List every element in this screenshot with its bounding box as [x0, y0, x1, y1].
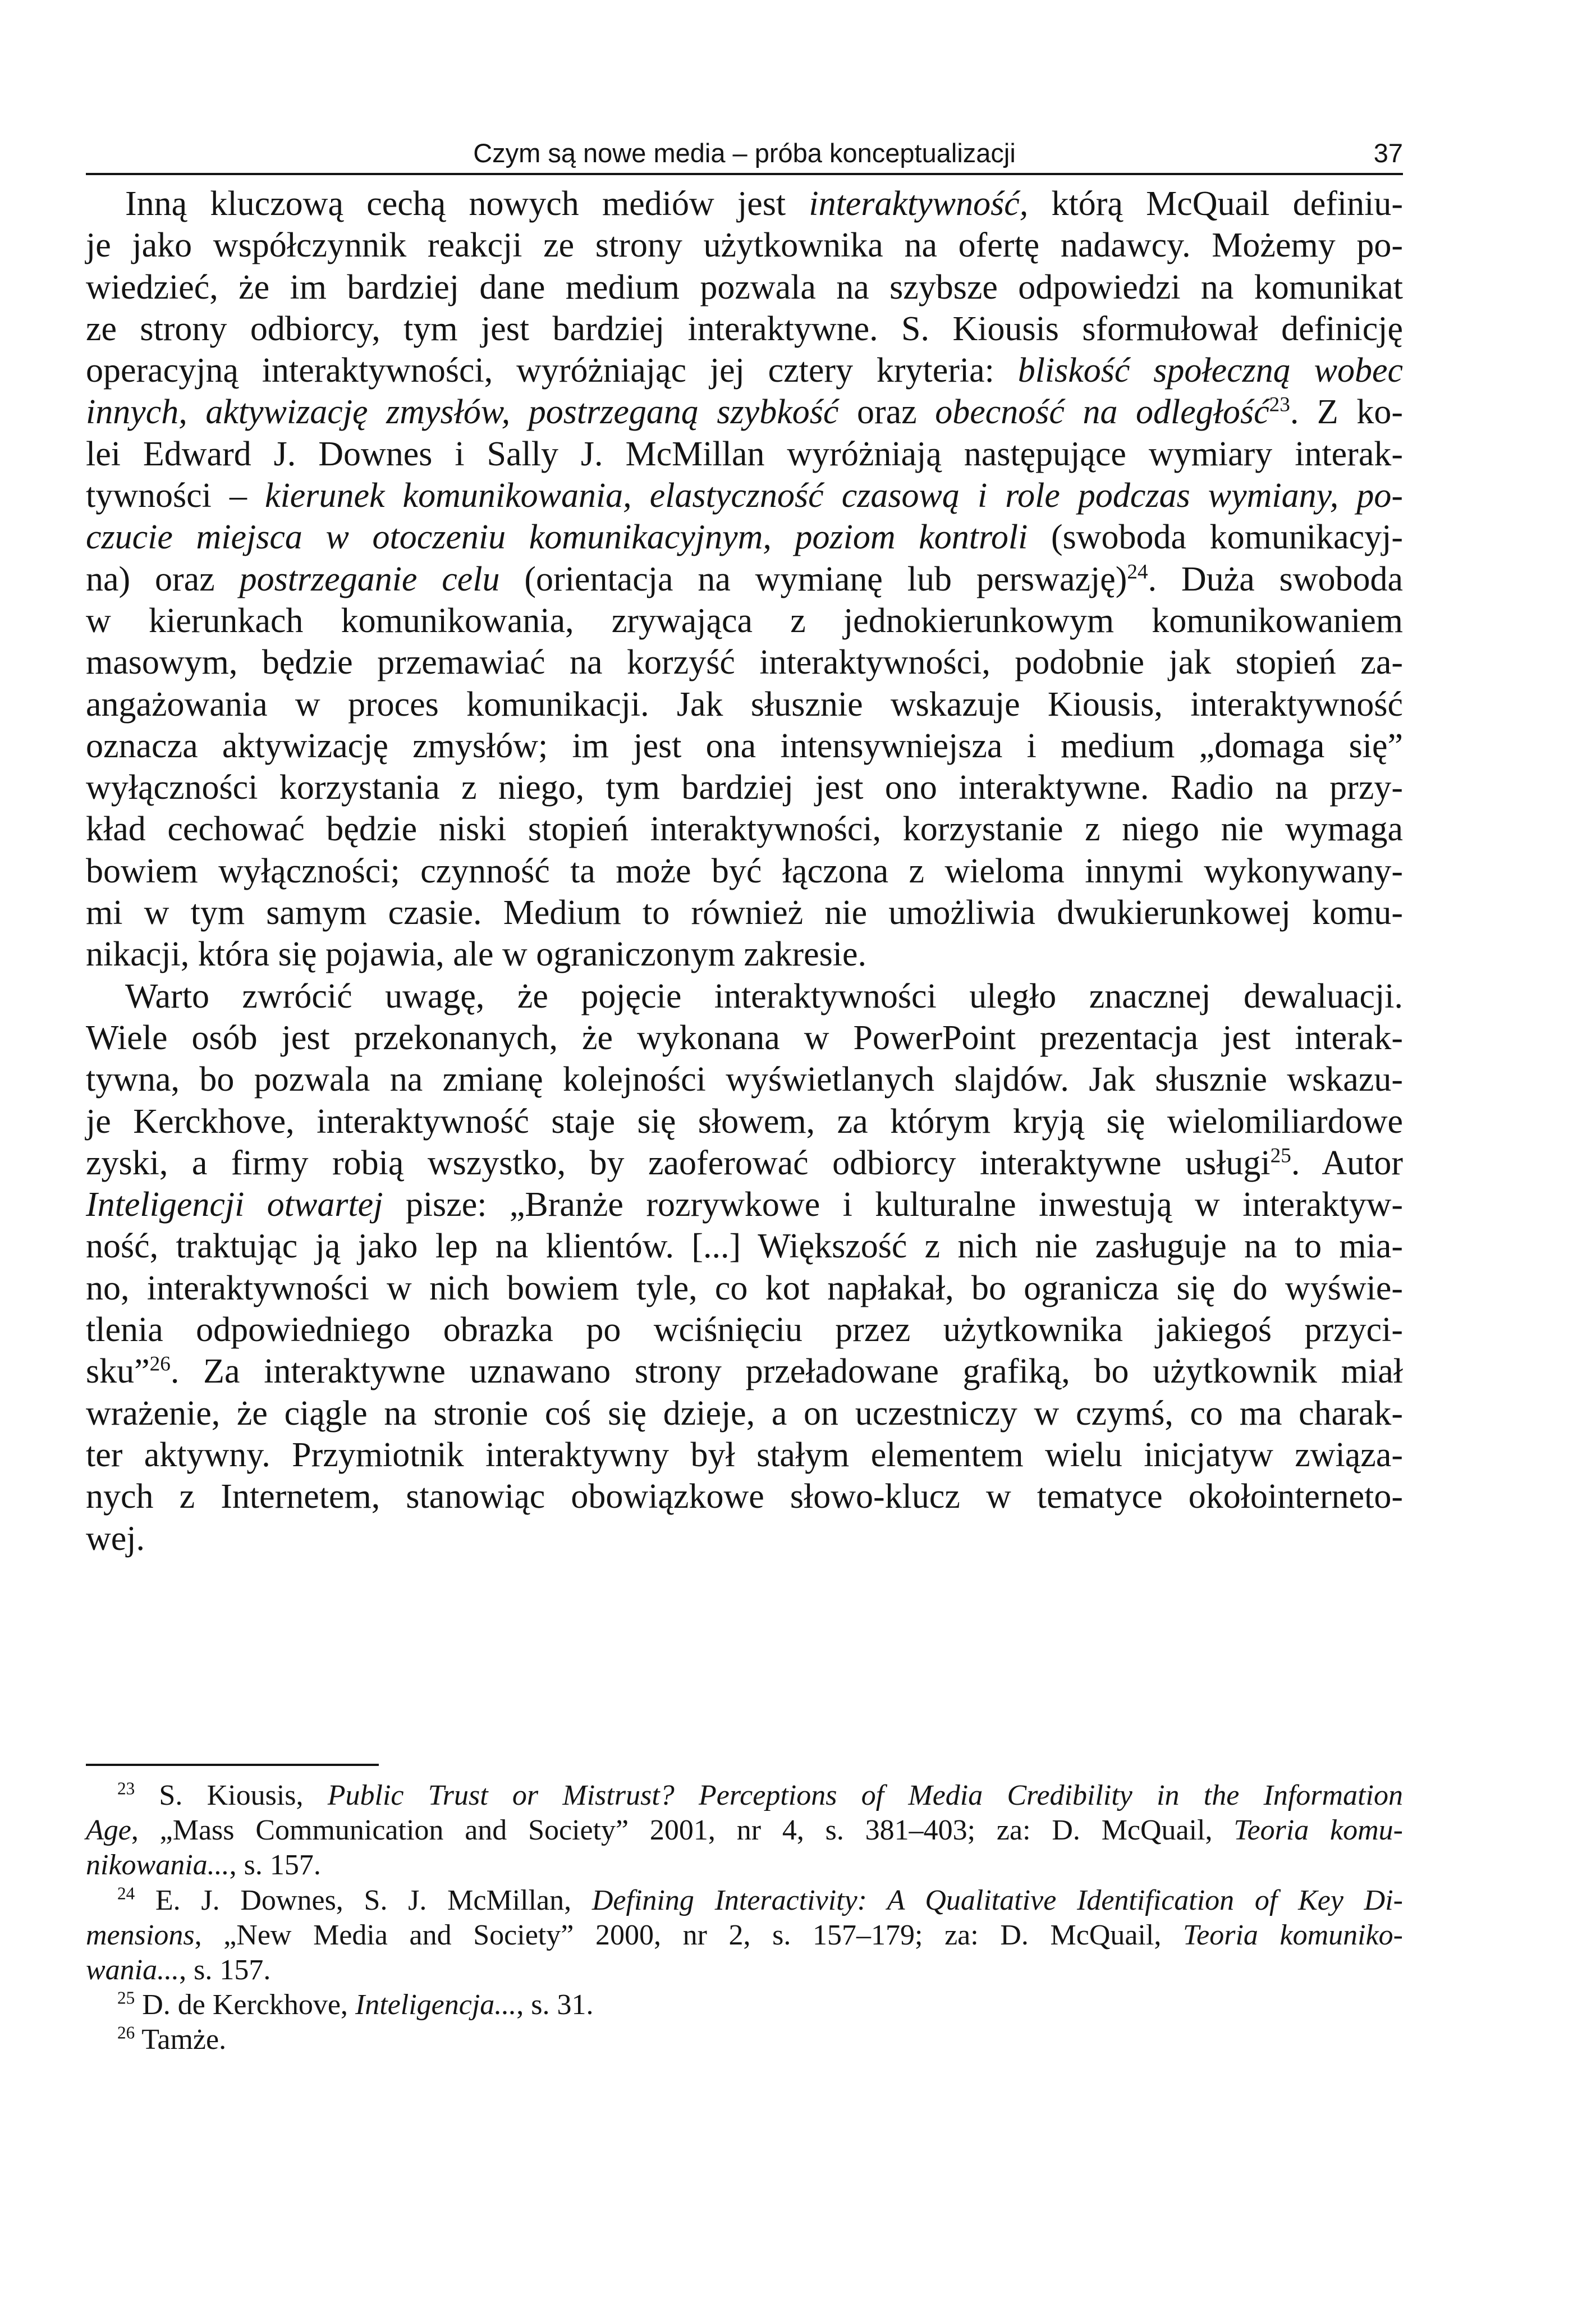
footnote-line: $^{23}$ S. Kiousis, Public Trust or Mistrust? Perceptions of Media Credibility in the Information	[117, 1778, 1403, 1811]
text-line: je jako współczynnik reakcji ze strony użytkownika na ofertę nadawcy. Możemy po-	[86, 226, 1403, 265]
footnote	[86, 1883, 1403, 1988]
text-line: ze strony odbiorcy, tym jest bardziej interaktywne. S. Kiousis sformułował definicję	[86, 309, 1403, 348]
footnote-line: nikowania..., s. 157.	[86, 1849, 321, 1882]
footnote-line: wania..., s. 157.	[86, 1953, 271, 1986]
text-line: innych, aktywizację zmysłów, postrzeganą szybkość oraz obecność na odległość$^{23}$. Z ko-	[86, 393, 1403, 432]
body-text	[86, 183, 1403, 1559]
text-line: Wiele osób jest przekonanych, że wykonana w PowerPoint prezentacja jest interak-	[86, 1018, 1403, 1057]
text-line: wiedzieć, że im bardziej dane medium pozwala na szybsze odpowiedzi na komunikat	[86, 268, 1403, 306]
footnote-line: $^{24}$ E. J. Downes, S. J. McMillan, Defining Interactivity: A Qualitative Identification of Key Di-	[117, 1883, 1403, 1916]
text-line: ter aktywny. Przymiotnik interaktywny był stałym elementem wielu inicjatyw związa-	[86, 1435, 1403, 1474]
text-line: wyłączności korzystania z niego, tym bardziej jest ono interaktywne. Radio na przy-	[86, 768, 1403, 807]
text-line: tlenia odpowiedniego obrazka po wciśnięciu przez użytkownika jakiegoś przyci-	[86, 1311, 1403, 1349]
paragraph-interactivity-devaluation	[86, 976, 1403, 1559]
text-line: wej.	[86, 1519, 145, 1558]
footnotes	[86, 1778, 1403, 2058]
footnote-line: $^{26}$ Tamże.	[117, 2023, 227, 2056]
text-line: tywna, bo pozwala na zmianę kolejności wyświetlanych slajdów. Jak słusznie wskazu-	[86, 1060, 1403, 1099]
text-line: nych z Internetem, stanowiąc obowiązkowe słowo-klucz w tematyce okołointerneto-	[86, 1477, 1403, 1516]
text-line: oznacza aktywizację zmysłów; im jest ona intensywniejsza i medium „domaga się”	[86, 726, 1403, 765]
page-number: 37	[1373, 138, 1403, 168]
text-line: Inteligencji otwartej pisze: „Branże rozrywkowe i kulturalne inwestują w interaktyw-	[86, 1186, 1403, 1224]
footnote-line: $^{25}$ D. de Kerckhove, Inteligencja..., s. 31.	[117, 1988, 594, 2021]
text-line: zyski, a firmy robią wszystko, by zaoferować odbiorcy interaktywne usługi$^{25}$. Autor	[86, 1143, 1403, 1182]
running-header-title: Czym są nowe media – próba konceptualizacji	[473, 138, 1016, 168]
text-line: no, interaktywności w nich bowiem tyle, co kot napłakał, bo ogranicza się do wyświe-	[86, 1269, 1403, 1307]
footnote-line: mensions, „New Media and Society” 2000, nr 2, s. 157–179; za: D. McQuail, Teoria komuniko-	[86, 1919, 1403, 1951]
text-line: operacyjną interaktywności, wyróżniając jej cztery kryteria: bliskość społeczną wobec	[86, 351, 1403, 390]
text-line: na) oraz postrzeganie celu (orientacja na wymianę lub perswazję)$^{24}$. Duża swoboda	[86, 560, 1404, 598]
text-line: mi w tym samym czasie. Medium to również nie umożliwia dwukierunkowej komu-	[86, 894, 1403, 932]
text-line: czucie miejsca w otoczeniu komunikacyjnym, poziom kontroli (swoboda komunikacyj-	[86, 518, 1404, 557]
text-line: w kierunkach komunikowania, zrywająca z jednokierunkowym komunikowaniem	[86, 601, 1403, 640]
text-line: wrażenie, że ciągle na stronie coś się dzieje, a on uczestniczy w czymś, co ma charak-	[86, 1394, 1403, 1433]
text-line: masowym, będzie przemawiać na korzyść interaktywności, podobnie jak stopień za-	[86, 643, 1403, 682]
text-line: Inną kluczową cechą nowych mediów jest interaktywność, którą McQuail definiu-	[125, 185, 1403, 223]
paragraph-interactivity-definition	[86, 183, 1403, 976]
text-line: ność, traktując ją jako lep na klientów. [...] Większość z nich nie zasługuje na to mia-	[86, 1227, 1403, 1266]
text-line: lei Edward J. Downes i Sally J. McMillan wyróżniają następujące wymiary interak-	[86, 434, 1403, 473]
running-header	[86, 134, 1403, 175]
text-line: angażowania w proces komunikacji. Jak słusznie wskazuje Kiousis, interaktywność	[86, 685, 1403, 724]
text-line: je Kerckhove, interaktywność staje się słowem, za którym kryją się wielomiliardowe	[86, 1102, 1403, 1141]
footnote	[86, 1988, 1403, 2023]
footnote-separator	[86, 1764, 379, 1766]
text-line: nikacji, która się pojawia, ale w ograniczonym zakresie.	[86, 935, 867, 974]
text-line: bowiem wyłączności; czynność ta może być łączona z wieloma innymi wykonywany-	[86, 852, 1403, 890]
text-line: sku”$^{26}$. Za interaktywne uznawano strony przeładowane grafiką, bo użytkownik miał	[86, 1352, 1403, 1391]
text-line: kład cechować będzie niski stopień interaktywności, korzystanie z niego nie wymaga	[86, 810, 1403, 849]
footnote	[86, 2023, 1403, 2057]
footnote-line: Age, „Mass Communication and Society” 2001, nr 4, s. 381–403; za: D. McQuail, Teoria komu-	[86, 1814, 1404, 1847]
footnote	[86, 1778, 1403, 1883]
text-line: Warto zwrócić uwagę, że pojęcie interaktywności uległo znacznej dewaluacji.	[125, 977, 1403, 1015]
text-line: tywności – kierunek komunikowania, elastyczność czasową i role podczas wymiany, po-	[86, 477, 1403, 515]
